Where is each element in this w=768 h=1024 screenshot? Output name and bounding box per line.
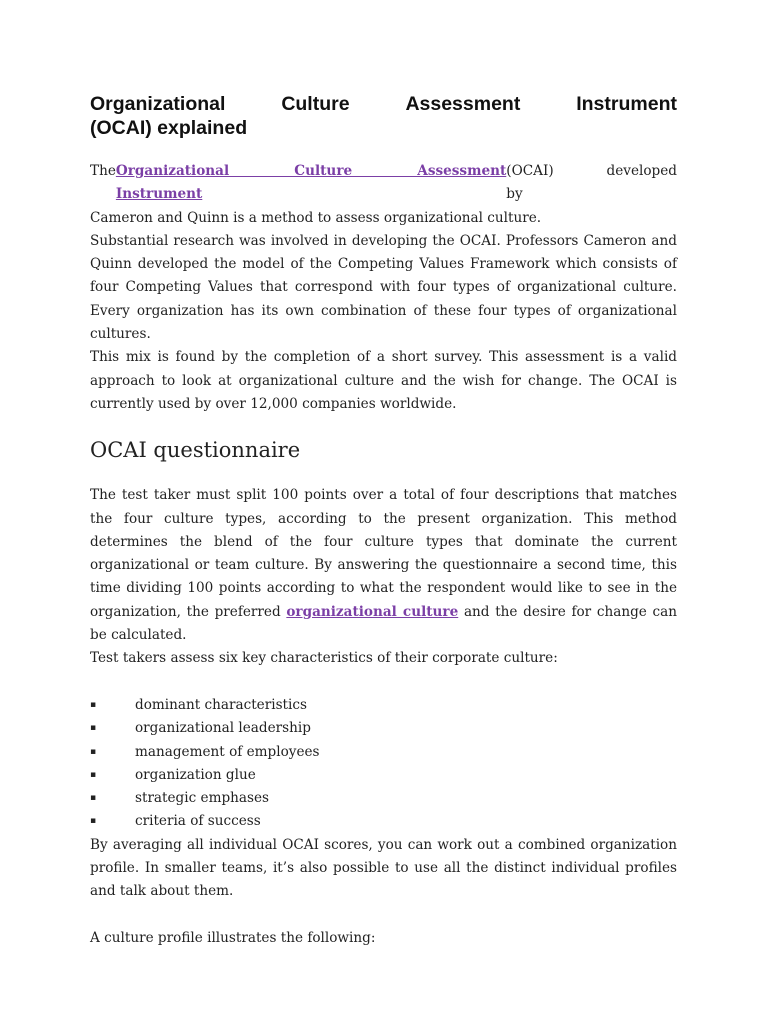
section-heading: OCAI questionnaire [90,438,301,463]
bullet-icon: ▪ [90,746,97,757]
list-item-text: criteria of success [135,813,261,830]
characteristics-list [90,694,677,834]
title-word: Organizational [90,93,226,115]
list-item-text: organization glue [135,766,256,783]
spacer [90,671,677,694]
questionnaire-paragraph-3: By averaging all individual OCAI scores, you can work out a combined organization profile. In smaller teams, it’s also possible to use all the distinct individual profiles and talk about them. [90,836,677,900]
bullet-icon: ▪ [90,793,97,804]
paragraph-text: The test taker must split 100 points over a total of four descriptions that matches the four culture types, according to the present organization. This method determines the blend of the four culture types that dominate the current organizational or team culture. By answering the questionnaire a second time, this time dividing 100 points according to what the respondent would like to see in the organization, the preferred [90,487,677,620]
title-line-1 [90,92,677,116]
questionnaire-paragraph-1 [90,484,677,647]
title-word: Instrument [576,93,677,115]
title-word: Culture [281,93,350,115]
ocai-link[interactable]: Organizational Culture Assessment Instrument [115,163,507,203]
spacer [90,904,677,927]
bullet-icon: ▪ [90,699,97,710]
intro-line-1-tail: (OCAI) developed by [506,163,677,203]
list-item [90,787,677,810]
list-item-text: management of employees [135,743,320,760]
list-item [90,741,677,764]
organizational-culture-link[interactable]: organizational culture [286,603,459,620]
questionnaire-paragraph-2: Test takers assess six key characteristics of their corporate culture: [90,650,558,667]
title-line-2: (OCAI) explained [90,117,248,139]
intro-paragraph-2: Substantial research was involved in developing the OCAI. Professors Cameron and Quinn developed the model of the Competing Values Framework which consists of four Competing Values that correspond with four types of organizational culture. Every organization has its own combination of these four types of organizational cultures. [90,232,677,343]
intro-prefix: The [90,163,116,179]
list-item [90,810,677,833]
intro-line-1 [90,160,677,207]
title-word: Assessment [405,93,521,115]
intro-line-2: Cameron and Quinn is a method to assess organizational culture. [90,209,542,226]
list-item [90,694,677,717]
paragraph-text: and the desire for change can be calculated. [90,603,677,644]
intro-paragraph-3: This mix is found by the completion of a short survey. This assessment is a valid approach to look at organizational culture and the wish for change. The OCAI is currently used by over 12,000 companies worldwide. [90,349,677,412]
document-page [90,92,677,950]
list-item-text: dominant characteristics [135,696,307,713]
bullet-icon: ▪ [90,769,97,780]
bullet-icon: ▪ [90,816,97,827]
list-item [90,717,677,740]
list-item-text: strategic emphases [135,790,270,807]
page-title [90,92,677,140]
intro-paragraph-1 [90,160,677,230]
questionnaire-paragraph-4: A culture profile illustrates the following: [90,929,376,946]
list-item-text: organizational leadership [135,720,311,737]
list-item [90,764,677,787]
bullet-icon: ▪ [90,723,97,734]
